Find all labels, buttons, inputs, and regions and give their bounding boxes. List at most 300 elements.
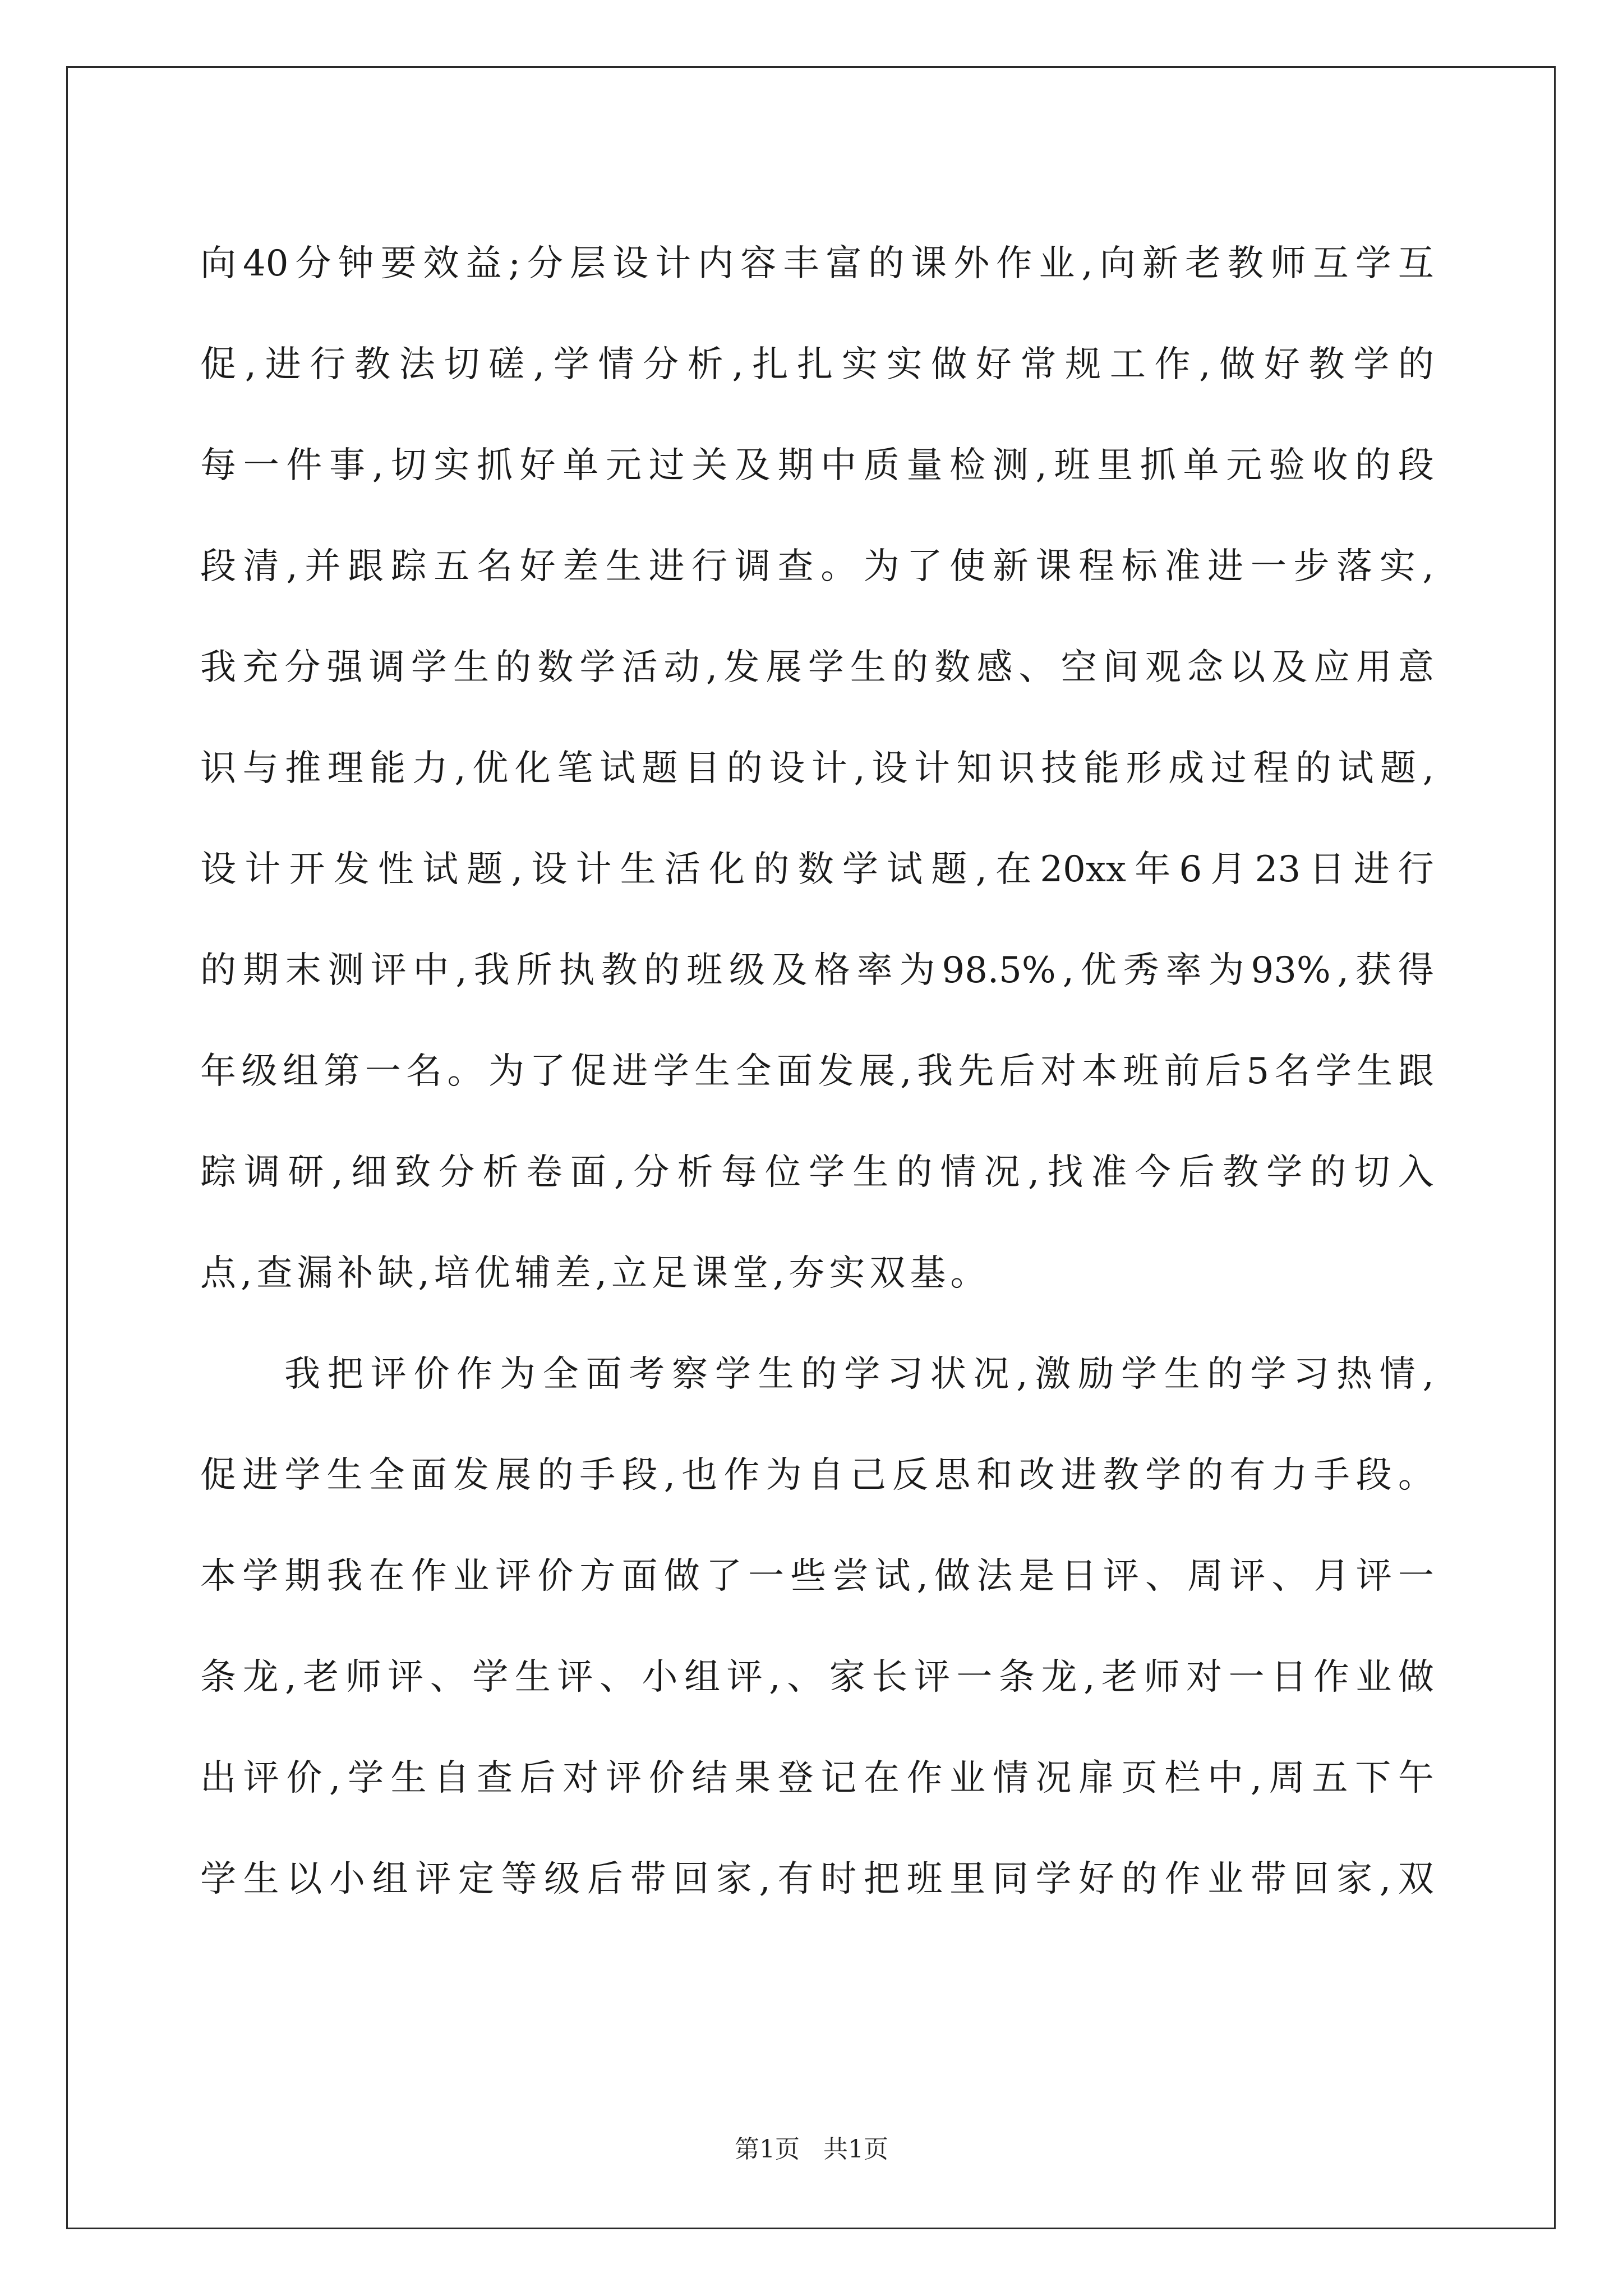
- text-run: 所: [516, 950, 552, 991]
- text-run: 自: [434, 1757, 470, 1799]
- text-run: 我: [916, 1051, 953, 1092]
- text-run: 月: [1210, 849, 1247, 890]
- text-run: 况: [984, 1152, 1020, 1193]
- text-run: 下: [1355, 1757, 1391, 1799]
- text-run: 准: [1164, 546, 1201, 587]
- text-run: 对: [1040, 1051, 1077, 1092]
- text-run: ,: [455, 950, 467, 991]
- text-run: 6: [1179, 849, 1202, 890]
- text-run: 析: [677, 1152, 713, 1193]
- text-line: [200, 1728, 1434, 1829]
- text-run: 每: [200, 445, 236, 486]
- text-run: 的: [726, 748, 763, 789]
- text-run: 今: [1135, 1152, 1171, 1193]
- text-run: 能: [370, 748, 406, 789]
- text-run: 40: [243, 243, 289, 284]
- text-run: 感: [976, 647, 1013, 688]
- text-run: 学: [1250, 1354, 1287, 1395]
- text-run: 一: [243, 445, 279, 486]
- text-run: 分: [527, 243, 564, 284]
- text-run: 进: [612, 1051, 648, 1092]
- text-run: 23: [1255, 849, 1301, 890]
- text-run: 等: [501, 1858, 537, 1900]
- text-run: 本: [200, 1556, 236, 1597]
- text-run: 率: [1165, 950, 1202, 991]
- text-run: 展: [859, 1051, 895, 1092]
- text-run: 教: [1308, 344, 1345, 385]
- text-run: ,: [1016, 1354, 1028, 1395]
- text-run: 计: [245, 849, 281, 890]
- text-run: 学: [284, 1455, 321, 1496]
- text-run: 教: [1103, 1455, 1139, 1496]
- text-run: 的: [537, 1455, 574, 1496]
- text-run: 情: [992, 1757, 1029, 1799]
- text-run: 设: [612, 243, 649, 284]
- text-run: 外: [953, 243, 990, 284]
- text-run: 计: [575, 849, 612, 890]
- text-run: ,: [759, 1858, 771, 1900]
- text-run: 班: [1123, 1051, 1159, 1092]
- text-run: 检: [949, 445, 986, 486]
- text-run: 业: [949, 1757, 986, 1799]
- text-run: 况: [1035, 1757, 1072, 1799]
- text-run: 推: [285, 748, 321, 789]
- text-run: ,: [1062, 950, 1074, 991]
- text-run: 技: [1041, 748, 1077, 789]
- text-run: ,: [454, 748, 466, 789]
- text-run: 5: [1246, 1051, 1270, 1092]
- text-run: 的: [1207, 1354, 1243, 1395]
- text-run: 析: [482, 1152, 519, 1193]
- text-run: 的: [753, 849, 790, 890]
- text-run: 期: [242, 950, 279, 991]
- text-run: 为: [899, 950, 935, 991]
- text-run: 数: [797, 849, 834, 890]
- text-run: 为: [488, 1051, 524, 1092]
- text-line: [200, 920, 1434, 1021]
- text-run: 进: [1353, 849, 1390, 890]
- text-run: 切: [1354, 1152, 1390, 1193]
- text-run: 实: [1379, 546, 1415, 587]
- text-run: 与: [242, 748, 279, 789]
- text-run: 做: [1219, 344, 1256, 385]
- text-run: 段: [1398, 445, 1434, 486]
- text-run: 全: [735, 1051, 772, 1092]
- text-run: 能: [1083, 748, 1120, 789]
- text-run: ;: [508, 243, 521, 284]
- text-run: 评: [914, 1657, 950, 1698]
- text-run: ,: [769, 1657, 781, 1698]
- text-run: 计: [914, 748, 950, 789]
- text-run: 家: [716, 1858, 752, 1900]
- text-run: ,: [533, 344, 545, 385]
- text-run: 的: [1187, 1455, 1224, 1496]
- text-run: 评: [370, 950, 407, 991]
- text-run: 事: [329, 445, 365, 486]
- text-run: 况: [973, 1354, 1009, 1395]
- text-run: 生: [514, 1657, 551, 1698]
- text-run: 后: [1178, 1152, 1215, 1193]
- text-run: 成: [1168, 748, 1205, 789]
- text-run: 执: [559, 950, 595, 991]
- text-run: 是: [1018, 1556, 1055, 1597]
- text-run: 设: [769, 748, 805, 789]
- text-run: 试: [887, 849, 923, 890]
- text-run: 回: [1293, 1858, 1330, 1900]
- text-run: ,: [975, 849, 987, 890]
- text-run: 组: [372, 1858, 408, 1900]
- text-run: 段: [200, 546, 236, 587]
- text-run: 老: [1184, 243, 1221, 284]
- text-run: 目: [684, 748, 721, 789]
- text-run: 双: [1398, 1858, 1434, 1900]
- text-run: 发: [333, 849, 370, 890]
- text-run: 活: [664, 849, 700, 890]
- text-run: 带: [1250, 1858, 1287, 1900]
- text-line: [200, 1829, 1434, 1930]
- text-run: 日: [1061, 1556, 1097, 1597]
- text-run: 名: [406, 1051, 442, 1092]
- text-run: 查: [476, 1757, 513, 1799]
- text-run: 学: [842, 849, 878, 890]
- text-run: ,: [1027, 1152, 1040, 1193]
- text-run: 习: [1293, 1354, 1330, 1395]
- text-run: ,: [331, 1152, 343, 1193]
- text-run: 对: [562, 1757, 599, 1799]
- text-run: 知: [956, 748, 993, 789]
- text-line: [200, 819, 1434, 920]
- text-run: 的: [644, 950, 680, 991]
- text-run: 过: [1210, 748, 1247, 789]
- text-run: 、: [1018, 647, 1055, 688]
- text-run: 行: [691, 546, 728, 587]
- text-run: 发: [453, 1455, 489, 1496]
- text-run: 面: [776, 1051, 813, 1092]
- text-run: 、: [1271, 1556, 1308, 1597]
- text-run: 登: [777, 1757, 814, 1799]
- text-run: 学: [472, 1657, 509, 1698]
- text-run: 后: [587, 1858, 623, 1900]
- text-run: 做: [1398, 1657, 1434, 1698]
- text-run: 。: [447, 1051, 483, 1092]
- text-run: 学: [1353, 344, 1390, 385]
- text-line: [200, 1627, 1434, 1728]
- text-run: 展: [766, 647, 802, 688]
- text-run: 习: [887, 1354, 923, 1395]
- text-run: 工: [1109, 344, 1146, 385]
- text-run: 格: [814, 950, 850, 991]
- text-run: 生: [453, 647, 489, 688]
- text-run: ,: [1250, 1757, 1262, 1799]
- text-run: 作: [996, 243, 1032, 284]
- text-run: 生: [390, 1757, 427, 1799]
- text-run: 件: [286, 445, 322, 486]
- text-run: ,: [1422, 1354, 1434, 1395]
- text-run: 98.5%: [942, 950, 1056, 991]
- text-run: 设: [872, 748, 908, 789]
- text-run: 理: [327, 748, 363, 789]
- text-run: 面: [585, 1354, 622, 1395]
- text-run: 生: [326, 1455, 363, 1496]
- text-run: 的: [1355, 445, 1391, 486]
- text-run: 一: [1398, 1556, 1434, 1597]
- text-run: 级: [544, 1858, 580, 1900]
- text-run: 测: [328, 950, 364, 991]
- text-run: 龙: [1041, 1657, 1077, 1698]
- text-run: ,: [1083, 1657, 1095, 1698]
- text-run: 性: [377, 849, 414, 890]
- text-run: 名: [476, 546, 513, 587]
- text-run: 页: [1121, 1757, 1158, 1799]
- text-run: 分: [284, 647, 321, 688]
- text-run: 午: [1398, 1757, 1434, 1799]
- text-run: 法: [399, 344, 435, 385]
- text-run: 小: [329, 1858, 365, 1900]
- text-run: 学: [1266, 1152, 1303, 1193]
- text-run: 空: [1061, 647, 1097, 688]
- text-run: ,: [1379, 1858, 1391, 1900]
- text-run: 尝: [832, 1556, 869, 1597]
- text-run: 有: [1229, 1455, 1266, 1496]
- text-run: 以: [1229, 647, 1266, 688]
- text-run: 识: [200, 748, 236, 789]
- text-run: 把: [327, 1354, 363, 1395]
- text-run: 一: [1228, 1657, 1265, 1698]
- text-run: 级: [241, 1051, 278, 1092]
- text-run: 名: [1274, 1051, 1311, 1092]
- text-run: 念: [1187, 647, 1224, 688]
- text-run: 活: [621, 647, 658, 688]
- text-run: 学: [1315, 1051, 1352, 1092]
- text-run: 。: [820, 546, 857, 587]
- text-run: 作: [906, 1757, 943, 1799]
- text-run: 手: [579, 1455, 616, 1496]
- text-run: 全: [368, 1455, 405, 1496]
- text-run: 评: [726, 1657, 763, 1698]
- text-run: 在: [995, 849, 1032, 890]
- text-run: 分: [643, 344, 679, 385]
- text-run: 容: [740, 243, 777, 284]
- text-run: 的: [1398, 344, 1434, 385]
- text-run: 末: [285, 950, 321, 991]
- text-line: [200, 415, 1434, 516]
- text-run: 年: [1135, 849, 1171, 890]
- text-run: 分: [633, 1152, 670, 1193]
- text-run: 踪: [390, 546, 427, 587]
- text-run: 强: [326, 647, 363, 688]
- text-run: 长: [872, 1657, 908, 1698]
- text-run: 新: [992, 546, 1029, 587]
- text-run: 条: [200, 1657, 236, 1698]
- text-run: 生: [852, 1152, 889, 1193]
- text-run: 里: [1097, 445, 1133, 486]
- text-run: 学: [809, 1152, 845, 1193]
- text-run: 我: [200, 647, 236, 688]
- text-run: 学: [844, 1354, 880, 1395]
- text-run: 互: [1312, 243, 1349, 284]
- text-run: 我: [326, 1556, 363, 1597]
- text-run: 生: [620, 849, 656, 890]
- text-run: 作: [1313, 1657, 1349, 1698]
- text-run: 好: [519, 445, 556, 486]
- text-run: 元: [1226, 445, 1262, 486]
- text-run: 手: [1313, 1455, 1350, 1496]
- text-run: ,: [1422, 748, 1434, 789]
- text-run: 学: [411, 647, 447, 688]
- text-run: 小: [642, 1657, 678, 1698]
- text-run: 进: [1061, 1455, 1097, 1496]
- text-run: 20xx: [1040, 849, 1126, 890]
- text-run: 了: [906, 546, 943, 587]
- text-run: 班: [1054, 445, 1090, 486]
- text-run: 情: [1379, 1354, 1415, 1395]
- text-run: 好: [1264, 344, 1300, 385]
- text-run: 的: [495, 647, 532, 688]
- text-run: 期: [777, 445, 814, 486]
- text-run: 程: [1078, 546, 1115, 587]
- text-run: 评: [415, 1858, 451, 1900]
- text-run: 学: [1121, 1354, 1157, 1395]
- text-run: 好: [519, 546, 556, 587]
- text-run: 自: [808, 1455, 844, 1496]
- text-run: 师: [345, 1657, 381, 1698]
- text-run: 有: [777, 1858, 814, 1900]
- text-run: 作: [411, 1556, 447, 1597]
- text-run: 量: [906, 445, 943, 486]
- text-run: 业: [1355, 1657, 1392, 1698]
- text-run: 思: [934, 1455, 971, 1496]
- text-run: 作: [457, 1354, 493, 1395]
- text-run: 带: [630, 1858, 666, 1900]
- text-run: 生: [758, 1354, 794, 1395]
- text-run: 周: [1269, 1757, 1305, 1799]
- text-run: 程: [1253, 748, 1289, 789]
- text-run: 、: [1145, 1556, 1181, 1597]
- text-run: 为: [1208, 950, 1244, 991]
- text-run: 入: [1398, 1152, 1434, 1193]
- text-run: 中: [413, 950, 449, 991]
- text-run: 组: [282, 1051, 319, 1092]
- text-run: 的: [868, 243, 905, 284]
- text-run: 调: [734, 546, 771, 587]
- text-run: 作: [1154, 344, 1191, 385]
- text-run: ,: [614, 1152, 626, 1193]
- text-line: [200, 1425, 1434, 1526]
- text-run: 观: [1145, 647, 1181, 688]
- page-footer: [0, 2129, 1623, 2165]
- text-run: 果: [734, 1757, 771, 1799]
- text-run: ,: [854, 748, 865, 789]
- text-run: 及: [1271, 647, 1308, 688]
- text-run: 先: [958, 1051, 994, 1092]
- text-run: ,: [245, 344, 257, 385]
- text-run: 定: [458, 1858, 494, 1900]
- text-run: 学: [242, 1556, 279, 1597]
- text-run: 层: [570, 243, 606, 284]
- text-run: ,: [1422, 546, 1434, 587]
- text-run: 栏: [1164, 1757, 1201, 1799]
- text-run: 价: [537, 1556, 574, 1597]
- text-run: 一: [365, 1051, 401, 1092]
- text-run: 组: [684, 1657, 721, 1698]
- text-run: 些: [790, 1556, 827, 1597]
- text-run: 卷: [526, 1152, 562, 1193]
- text-run: 龙: [242, 1657, 279, 1698]
- text-run: 、: [787, 1657, 823, 1698]
- text-run: 充: [242, 647, 279, 688]
- text-run: 、: [599, 1657, 635, 1698]
- text-run: 面: [621, 1556, 658, 1597]
- text-run: 意: [1398, 647, 1434, 688]
- text-run: 作: [723, 1455, 760, 1496]
- text-run: 找: [1047, 1152, 1083, 1193]
- text-run: 致: [395, 1152, 431, 1193]
- text-run: 并: [305, 546, 341, 587]
- text-run: 促: [200, 1455, 236, 1496]
- text-run: 评: [1103, 1556, 1139, 1597]
- text-run: 把: [863, 1858, 900, 1900]
- text-run: 学: [579, 647, 616, 688]
- text-run: 评: [1355, 1556, 1392, 1597]
- text-run: 验: [1269, 445, 1305, 486]
- text-run: 班: [906, 1858, 943, 1900]
- text-run: 教: [1227, 243, 1264, 284]
- text-run: 抓: [476, 445, 513, 486]
- text-run: 钟: [338, 243, 374, 284]
- text-run: 向: [200, 243, 236, 284]
- text-run: 学: [200, 1858, 236, 1900]
- text-run: 结: [691, 1757, 728, 1799]
- text-run: ,: [329, 1757, 341, 1799]
- text-run: 设: [531, 849, 568, 890]
- text-run: 好: [975, 344, 1012, 385]
- text-run: 查: [777, 546, 814, 587]
- text-run: 也: [681, 1455, 718, 1496]
- text-run: 课: [1035, 546, 1072, 587]
- text-run: 位: [764, 1152, 801, 1193]
- text-run: 测: [992, 445, 1029, 486]
- text-run: ,: [1035, 445, 1047, 486]
- text-run: 学: [1145, 1455, 1181, 1496]
- text-run: 调: [368, 647, 405, 688]
- text-run: 家: [829, 1657, 865, 1698]
- text-run: 评: [243, 1757, 279, 1799]
- text-run: 抓: [1140, 445, 1176, 486]
- text-line: [200, 1122, 1434, 1223]
- text-run: 发: [723, 647, 760, 688]
- text-run: 中: [1207, 1757, 1244, 1799]
- text-run: ,: [900, 1051, 912, 1092]
- text-run: ,: [511, 849, 523, 890]
- text-run: 促: [570, 1051, 607, 1092]
- text-run: 踪: [200, 1152, 236, 1193]
- text-run: 记: [820, 1757, 857, 1799]
- text-run: 业: [1207, 1858, 1244, 1900]
- text-run: 生: [1164, 1354, 1200, 1395]
- text-line: [200, 718, 1434, 819]
- text-run: ,: [1081, 243, 1093, 284]
- text-run: 同: [992, 1858, 1029, 1900]
- text-line: [200, 1526, 1434, 1627]
- text-run: 益: [465, 243, 502, 284]
- text-run: 日: [1271, 1657, 1307, 1698]
- text-run: 学: [1035, 1858, 1072, 1900]
- text-run: 新: [1142, 243, 1178, 284]
- text-run: 师: [1144, 1657, 1180, 1698]
- text-run: 方: [579, 1556, 616, 1597]
- text-run: ,: [286, 546, 298, 587]
- text-run: 第: [324, 1051, 360, 1092]
